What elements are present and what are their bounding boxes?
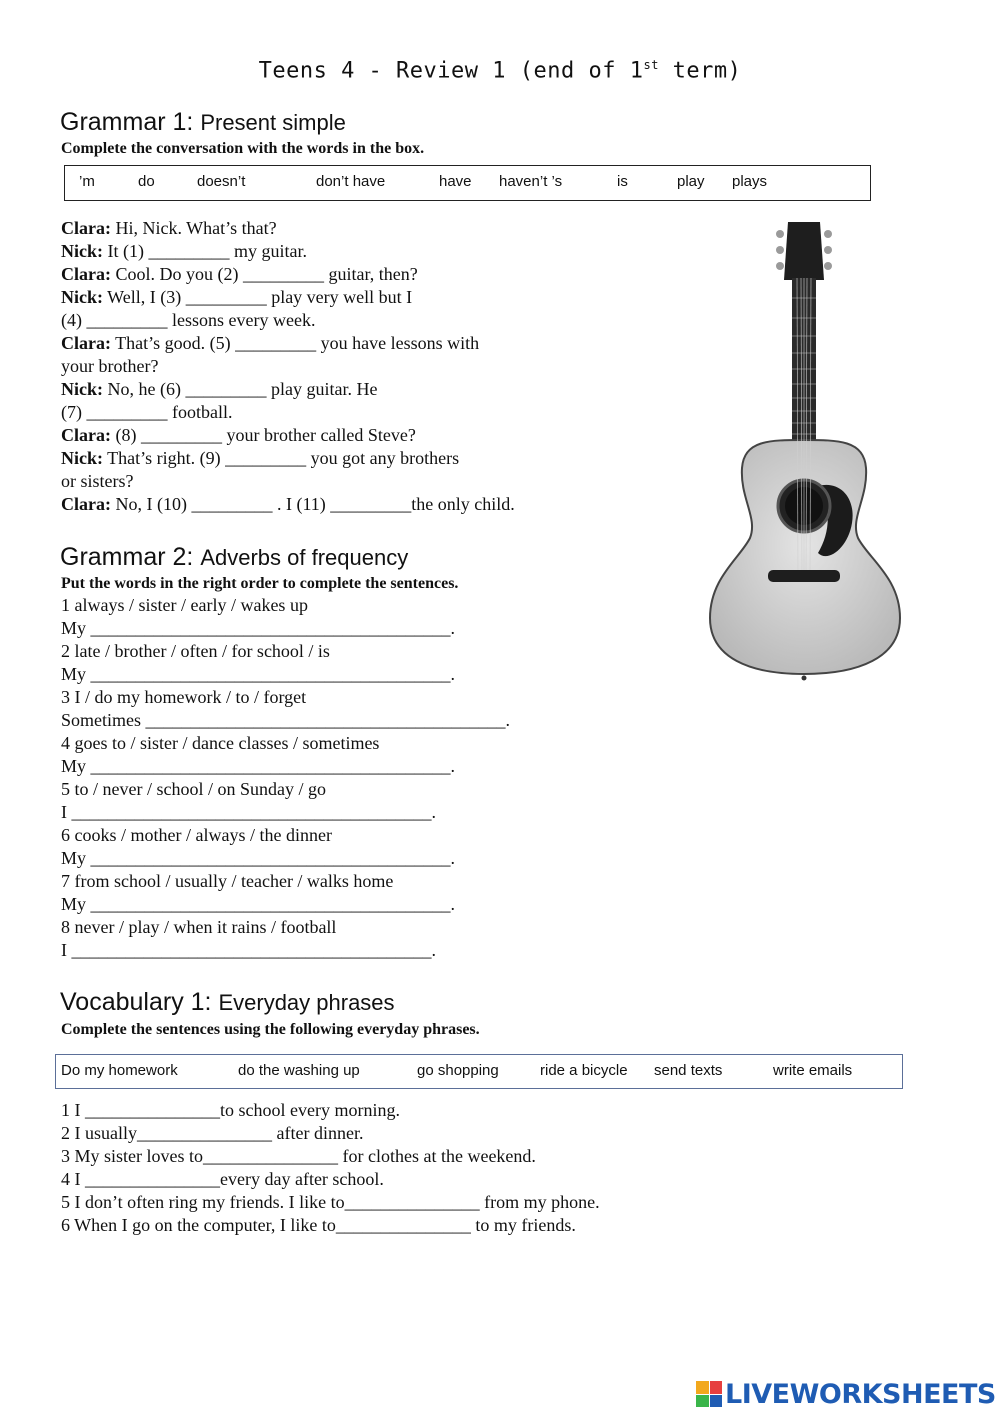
dialogue-line: Nick: No, he (6) _________ play guitar. He (61, 379, 378, 399)
box-phrase: do the washing up (238, 1062, 360, 1079)
exercise-line: 5 I don’t often ring my friends. I like to_______________ from my phone. (61, 1192, 600, 1212)
dialogue-line: or sisters? (61, 471, 134, 491)
exercise-line: 5 to / never / school / on Sunday / go (61, 779, 326, 799)
exercise-line: 1 always / sister / early / wakes up (61, 595, 308, 615)
exercise-line: 3 I / do my homework / to / forget (61, 687, 307, 707)
exercise-line: 4 goes to / sister / dance classes / sometimes (61, 733, 380, 753)
box-phrase: Do my homework (61, 1062, 178, 1079)
dialogue-line: (7) _________ football. (61, 402, 233, 422)
exercise-line: My ________________________________________. (61, 894, 456, 914)
box-word: ’m (79, 173, 95, 190)
vocab1-exercise (61, 1099, 600, 1237)
vocab1-heading: Vocabulary 1: Everyday phrases (60, 988, 395, 1016)
exercise-line: 7 from school / usually / teacher / walks home (61, 871, 394, 891)
box-phrase: send texts (654, 1062, 723, 1079)
grammar2-exercise (61, 594, 510, 962)
exercise-line: I ________________________________________. (61, 802, 436, 822)
exercise-line: 4 I _______________every day after school. (61, 1169, 384, 1189)
box-word: doesn’t (197, 173, 246, 190)
dialogue-line: Nick: That’s right. (9) _________ you got any brothers (61, 448, 460, 468)
dialogue-line: Nick: Well, I (3) _________ play very well but I (61, 287, 413, 307)
box-word: haven’t ’s (499, 173, 563, 190)
exercise-line: My ________________________________________. (61, 756, 456, 776)
exercise-line: 3 My sister loves to_______________ for clothes at the weekend. (61, 1146, 536, 1166)
word-box-grammar1 (64, 165, 871, 201)
logo-mark-icon (696, 1381, 722, 1407)
vocab1-instruction: Complete the sentences using the following everyday phrases. (61, 1021, 480, 1038)
liveworksheets-logo: LIVEWORKSHEETS (696, 1378, 996, 1410)
box-word: do (138, 173, 155, 190)
exercise-line: 6 cooks / mother / always / the dinner (61, 825, 332, 845)
dialogue-line: Clara: That’s good. (5) _________ you have lessons with (61, 333, 480, 353)
exercise-line: 2 I usually_______________ after dinner. (61, 1123, 364, 1143)
dialogue (61, 217, 515, 516)
exercise-line: My ________________________________________. (61, 848, 456, 868)
page-title: Teens 4 - Review 1 (end of 1st term) (258, 58, 742, 84)
grammar2-heading: Grammar 2: Adverbs of frequency (60, 543, 409, 571)
exercise-line: 1 I _______________to school every morning. (61, 1100, 400, 1120)
exercise-line: My ________________________________________. (61, 618, 456, 638)
dialogue-line: Clara: Cool. Do you (2) _________ guitar, then? (61, 264, 418, 284)
box-phrase: go shopping (417, 1062, 499, 1079)
guitar-image (700, 218, 910, 688)
box-word: is (617, 173, 628, 190)
exercise-line: I ________________________________________. (61, 940, 436, 960)
dialogue-line: (4) _________ lessons every week. (61, 310, 316, 330)
exercise-line: My ________________________________________. (61, 664, 456, 684)
box-phrase: ride a bicycle (540, 1062, 628, 1079)
dialogue-line: Clara: Hi, Nick. What’s that? (61, 218, 277, 238)
dialogue-line: Clara: No, I (10) _________ . I (11) _________the only child. (61, 494, 515, 514)
box-phrase: write emails (773, 1062, 853, 1079)
dialogue-line: your brother? (61, 356, 159, 376)
dialogue-line: Clara: (8) _________ your brother called Steve? (61, 425, 416, 445)
grammar1-instruction: Complete the conversation with the words in the box. (61, 140, 425, 157)
exercise-line: 6 When I go on the computer, I like to_______________ to my friends. (61, 1215, 576, 1235)
box-word: play (677, 173, 705, 190)
exercise-line: Sometimes ________________________________________. (61, 710, 510, 730)
box-word: plays (732, 173, 768, 190)
box-word: have (439, 173, 472, 190)
exercise-line: 2 late / brother / often / for school / is (61, 641, 330, 661)
grammar1-heading: Grammar 1: Present simple (60, 108, 346, 136)
exercise-line: 8 never / play / when it rains / football (61, 917, 337, 937)
word-box-vocab1 (55, 1054, 903, 1089)
grammar2-instruction: Put the words in the right order to complete the sentences. (61, 575, 459, 592)
box-word: don’t have (316, 173, 386, 190)
dialogue-line: Nick: It (1) _________ my guitar. (61, 241, 307, 261)
